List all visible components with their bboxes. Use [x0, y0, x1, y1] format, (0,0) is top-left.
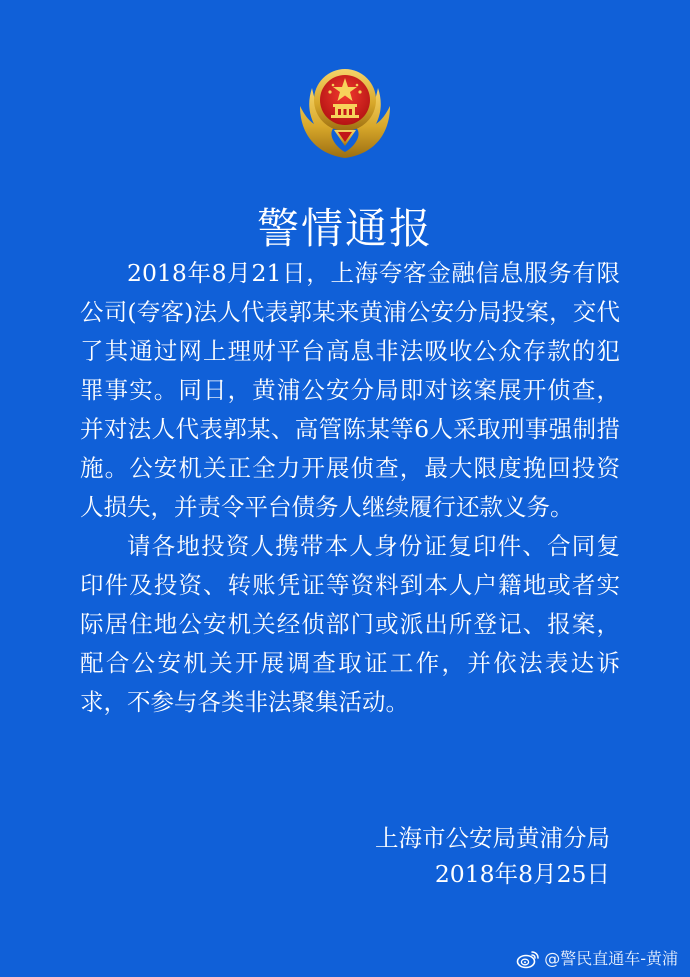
- paragraph: 2018年8月21日，上海夸客金融信息服务有限公司(夸客)法人代表郭某来黄浦公安分局投案，交代了其通过网上理财平台高息非法吸收公众存款的犯罪事实。同日，黄浦公安分局即对该案展开侦查，并对法人代表郭某、高管陈某等6人采取刑事强制措施。公安机关正全力开展侦查，最大限度挽回投资人损失，并责令平台债务人继续履行还款义务。: [80, 259, 620, 521]
- paragraph: 请各地投资人携带本人身份证复印件、合同复印件及投资、转账凭证等资料到本人户籍地或者实际居住地公安机关经侦部门或派出所登记、报案，配合公安机关开展调查取证工作，并依法表达诉求，不参与各类非法聚集活动。: [80, 532, 620, 716]
- signature-block: [375, 820, 610, 892]
- notice-body: [80, 254, 620, 722]
- watermark: [516, 949, 678, 969]
- signature-organization: 上海市公安局黄浦分局: [375, 824, 610, 852]
- page-title: 警情通报: [256, 204, 433, 254]
- weibo-icon: [516, 949, 540, 969]
- police-emblem-icon: [294, 62, 396, 162]
- watermark-text: @警民直通车-黄浦: [544, 949, 678, 968]
- signature-date: 2018年8月25日: [434, 860, 610, 888]
